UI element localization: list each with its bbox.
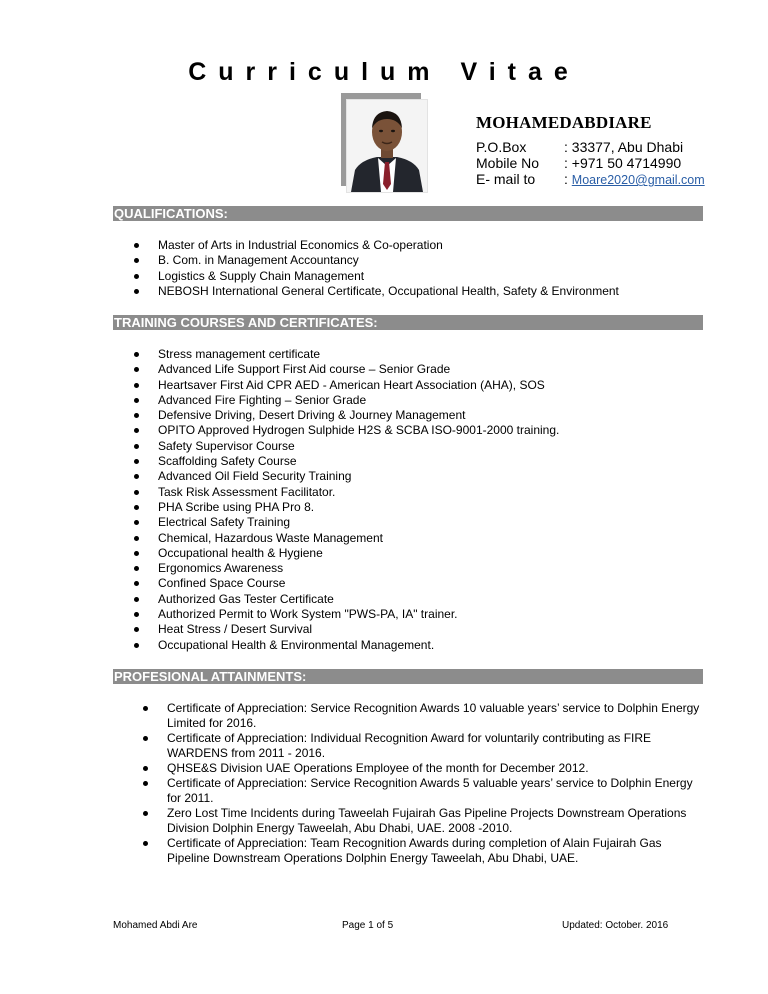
contact-value: : +971 50 4714990 [564, 155, 682, 171]
contact-value [564, 171, 705, 188]
list-item: Heartsaver First Aid CPR AED - American Heart Association (AHA), SOS [134, 378, 714, 393]
footer-page-number: Page 1 of 5 [342, 920, 394, 931]
contact-label: E- mail to [476, 171, 536, 187]
list-item: Logistics & Supply Chain Management [134, 269, 714, 284]
list-item: Certificate of Appreciation: Service Recognition Awards 5 valuable years’ service to Dolphin Energy for 2011. [143, 776, 703, 806]
list-item: Advanced Fire Fighting – Senior Grade [134, 393, 714, 408]
list-item: Ergonomics Awareness [134, 561, 714, 576]
list-item: Confined Space Course [134, 576, 714, 591]
footer-updated: Updated: October. 2016 [562, 920, 669, 931]
email-separator: : [564, 171, 572, 187]
footer-author: Mohamed Abdi Are [113, 920, 198, 931]
contact-email [476, 171, 716, 188]
list-item: PHA Scribe using PHA Pro 8. [134, 500, 714, 515]
portrait-illustration [347, 100, 427, 192]
list-item: Occupational health & Hygiene [134, 546, 714, 561]
profile-photo [341, 93, 433, 193]
training-list [134, 347, 714, 653]
section-heading-training: TRAINING COURSES AND CERTIFICATES: [113, 315, 703, 330]
list-item: B. Com. in Management Accountancy [134, 253, 714, 268]
list-item: Authorized Permit to Work System "PWS-PA, IA" trainer. [134, 607, 714, 622]
section-heading-qualifications: QUALIFICATIONS: [113, 206, 703, 221]
document-title: Curriculum Vitae [188, 58, 580, 86]
attainments-list [143, 701, 703, 866]
contact-po-box [476, 139, 716, 155]
contact-label: P.O.Box [476, 139, 527, 155]
list-item: Stress management certificate [134, 347, 714, 362]
email-link[interactable]: Moare2020@gmail.com [571, 173, 705, 187]
contact-mobile [476, 155, 716, 171]
qualifications-list [134, 238, 714, 299]
list-item: NEBOSH International General Certificate, Occupational Health, Safety & Environment [134, 284, 714, 299]
portrait-image [346, 99, 428, 193]
list-item: Certificate of Appreciation: Service Recognition Awards 10 valuable years’ service to Dolphin Energy Limited for 2016. [143, 701, 703, 731]
list-item: Chemical, Hazardous Waste Management [134, 531, 714, 546]
candidate-name: MOHAMEDABDIARE [476, 113, 652, 132]
contact-value: : 33377, Abu Dhabi [564, 139, 684, 155]
list-item: Advanced Oil Field Security Training [134, 469, 714, 484]
list-item: Certificate of Appreciation: Team Recognition Awards during completion of Alain Fujairah Gas Pipeline Downstream Operations Dolphin Energy Taweelah, Abu Dhabi, UAE. [143, 836, 703, 866]
list-item: Occupational Health & Environmental Management. [134, 638, 714, 653]
list-item: Advanced Life Support First Aid course – Senior Grade [134, 362, 714, 377]
section-heading-attainments: PROFESIONAL ATTAINMENTS: [113, 669, 703, 684]
contact-block [476, 113, 716, 188]
list-item: Heat Stress / Desert Survival [134, 622, 714, 637]
list-item: OPITO Approved Hydrogen Sulphide H2S & SCBA ISO-9001-2000 training. [134, 423, 714, 438]
list-item: QHSE&S Division UAE Operations Employee of the month for December 2012. [143, 761, 703, 776]
list-item: Scaffolding Safety Course [134, 454, 714, 469]
list-item: Task Risk Assessment Facilitator. [134, 485, 714, 500]
list-item: Certificate of Appreciation: Individual Recognition Award for voluntarily contributing as FIRE WARDENS from 2011 - 2016. [143, 731, 703, 761]
list-item: Master of Arts in Industrial Economics & Co-operation [134, 238, 714, 253]
list-item: Zero Lost Time Incidents during Taweelah Fujairah Gas Pipeline Projects Downstream Operations Division Dolphin Energy Taweelah, Abu Dhabi, UAE. 2008 -2010. [143, 806, 703, 836]
list-item: Safety Supervisor Course [134, 439, 714, 454]
contact-label: Mobile No [476, 155, 540, 171]
list-item: Defensive Driving, Desert Driving & Journey Management [134, 408, 714, 423]
list-item: Electrical Safety Training [134, 515, 714, 530]
list-item: Authorized Gas Tester Certificate [134, 592, 714, 607]
